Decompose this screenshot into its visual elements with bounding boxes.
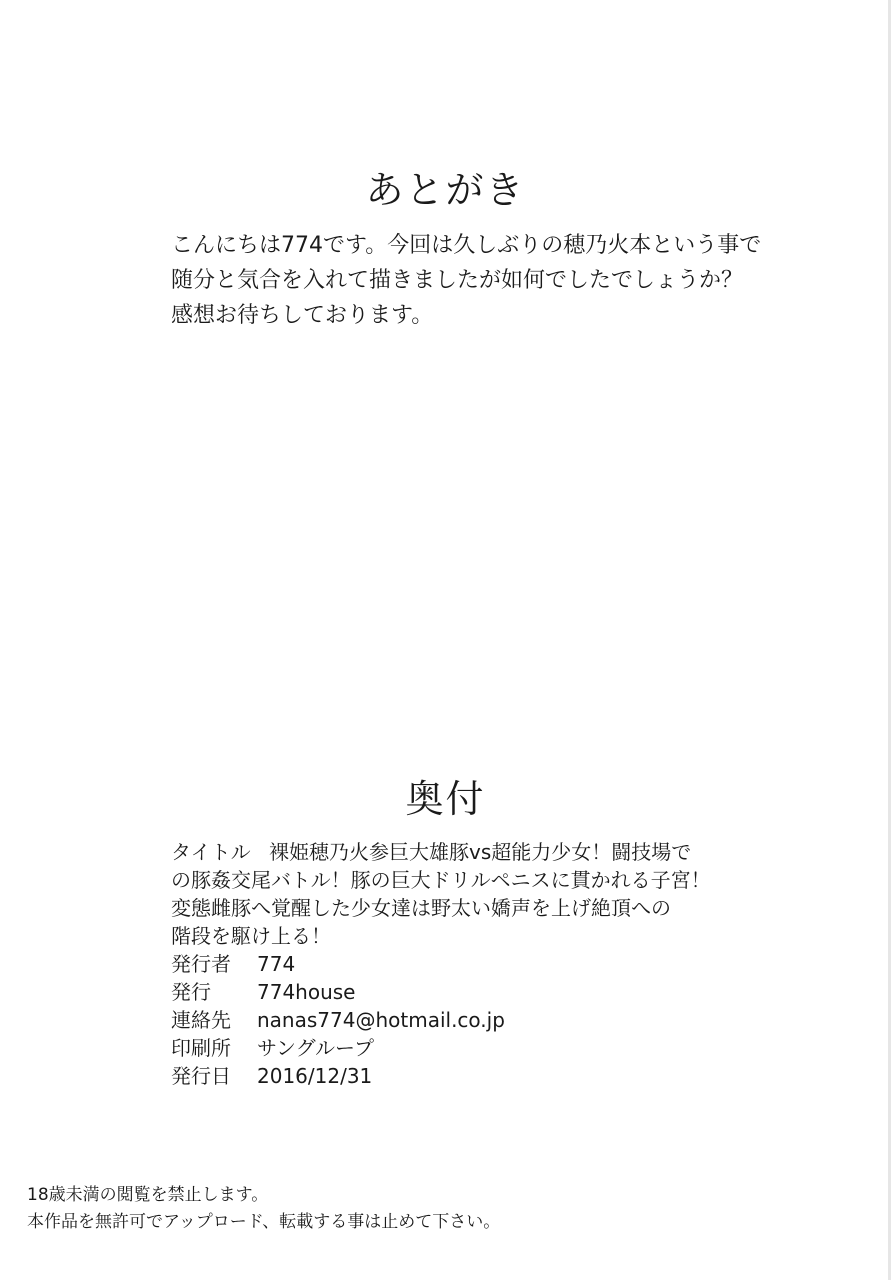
- publisher-label: 発行者: [171, 952, 231, 976]
- age-restriction-notice: 18歳未満の閲覧を禁止します。: [27, 1185, 269, 1205]
- contact-label: 連絡先: [171, 1008, 231, 1032]
- circle-value: 774house: [257, 980, 356, 1004]
- title-continuation-row: [171, 866, 791, 894]
- colophon-title-row: [171, 838, 791, 866]
- publisher-value: 774: [257, 952, 296, 976]
- circle-label: 発行: [171, 980, 211, 1004]
- date-label: 発行日: [171, 1064, 231, 1088]
- circle-row: [171, 978, 791, 1006]
- publisher-row: [171, 950, 791, 978]
- printer-row: [171, 1034, 791, 1062]
- title-value-line: 裸姫穂乃火参巨大雄豚vs超能力少女！闘技場で: [269, 840, 692, 864]
- legal-notice: [27, 1182, 500, 1236]
- afterword-line: 随分と気合を入れて描きましたが如何でしたでしょうか？: [171, 268, 744, 293]
- title-continuation-row: [171, 894, 791, 922]
- title-value-line: 階段を駆け上る！: [171, 924, 331, 948]
- title-label: タイトル: [171, 840, 251, 864]
- date-value: 2016/12/31: [257, 1064, 373, 1088]
- contact-row: [171, 1006, 791, 1034]
- afterword-line: 感想お待ちしております。: [171, 303, 434, 328]
- contact-email: nanas774@hotmail.co.jp: [257, 1008, 505, 1032]
- afterword-body: [171, 228, 821, 333]
- title-continuation-row: [171, 922, 791, 950]
- colophon-title: 奥付: [405, 776, 486, 821]
- afterword-line: こんにちは774です。今回は久しぶりの穂乃火本という事で: [171, 233, 762, 258]
- reupload-prohibition-notice: 本作品を無許可でアップロード、転載する事は止めて下さい。: [27, 1212, 501, 1232]
- colophon-table: [171, 838, 791, 1090]
- title-value-line: 変態雌豚へ覚醒した少女達は野太い嬌声を上げ絶頂への: [171, 896, 671, 920]
- date-row: [171, 1062, 791, 1090]
- printer-value: サングループ: [257, 1036, 374, 1060]
- afterword-title: あとがき: [365, 168, 526, 213]
- printer-label: 印刷所: [171, 1036, 231, 1060]
- title-value-line: の豚姦交尾バトル！豚の巨大ドリルペニスに貫かれる子宮！: [171, 868, 711, 892]
